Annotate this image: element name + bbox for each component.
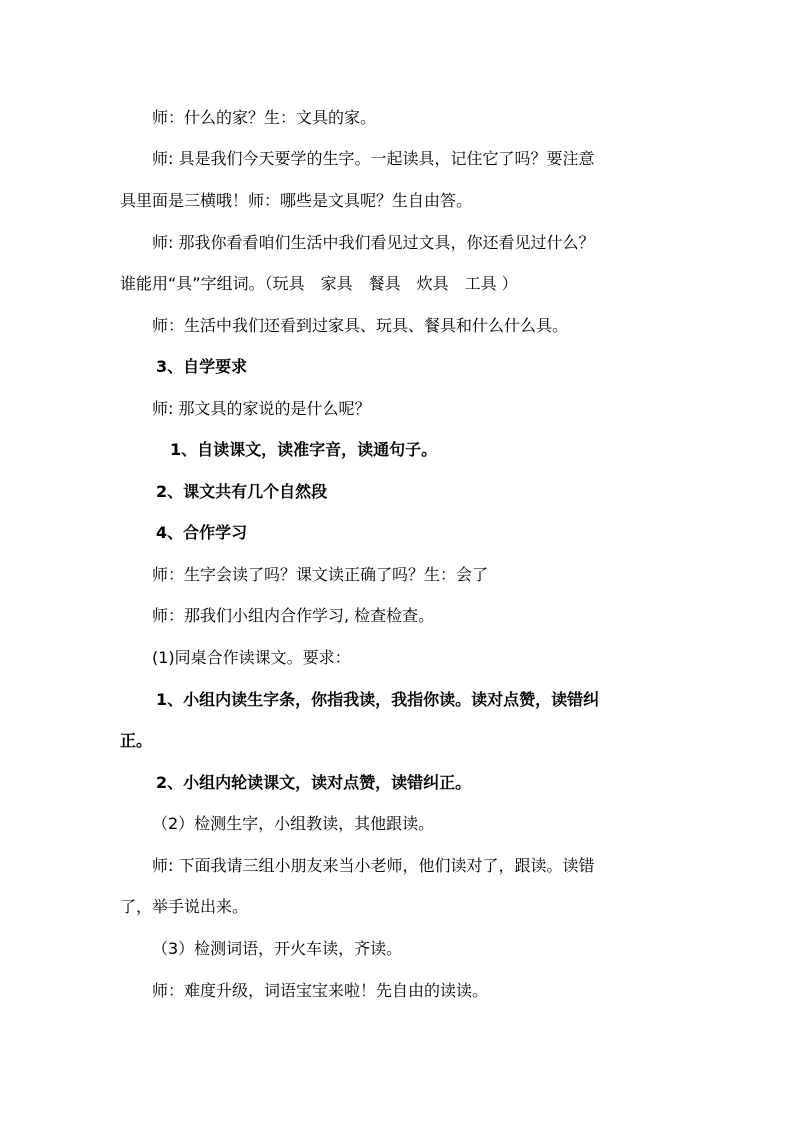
paragraph-line: （2）检测生字，小组教读，其他跟读。 xyxy=(152,814,435,833)
paragraph-line: 师：那我们小组内合作学习, 检查检查。 xyxy=(152,606,435,625)
paragraph-line: (1)同桌合作读课文。要求： xyxy=(152,648,351,667)
list-item: 2、课文共有几个自然段 xyxy=(156,482,328,501)
list-item-continuation: 正。 xyxy=(120,731,153,750)
paragraph-line: 师: 那我你看看咱们生活中我们看见过文具，你还看见过什么？ xyxy=(152,233,595,252)
section-heading: 3、自学要求 xyxy=(156,357,248,376)
paragraph-line: 具里面是三横哦！师：哪些是文具呢？生自由答。 xyxy=(120,191,473,210)
paragraph-line: 师: 那文具的家说的是什么呢？ xyxy=(152,399,371,418)
paragraph-line: 师：生活中我们还看到过家具、玩具、餐具和什么什么具。 xyxy=(152,316,569,335)
paragraph-line: 谁能用“具”字组词。（玩具 家具 餐具 炊具 工具 ） xyxy=(120,274,518,293)
paragraph-line: 师: 具是我们今天要学的生字。一起读具，记住它了吗？要注意 xyxy=(152,149,595,168)
list-item: 1、小组内读生字条，你指我读，我指你读。读对点赞，读错纠 xyxy=(156,690,600,709)
section-heading: 4、合作学习 xyxy=(156,523,248,542)
paragraph-line: 了，举手说出来。 xyxy=(120,897,249,916)
paragraph-line: 师：难度升级，词语宝宝来啦！先自由的读读。 xyxy=(152,981,489,1000)
list-item: 2、小组内轮读课文，读对点赞，读错纠正。 xyxy=(156,773,472,792)
paragraph-line: 师：生字会读了吗？课文读正确了吗？生：会了 xyxy=(152,565,489,584)
paragraph-line: 师: 下面我请三组小朋友来当小老师，他们读对了，跟读。读错 xyxy=(152,856,595,875)
paragraph-line: 师：什么的家？生：文具的家。 xyxy=(152,108,377,127)
list-item: 1、自读课文，读准字音，读通句子。 xyxy=(170,440,438,459)
paragraph-line: （3）检测词语，开火车读，齐读。 xyxy=(152,939,403,958)
